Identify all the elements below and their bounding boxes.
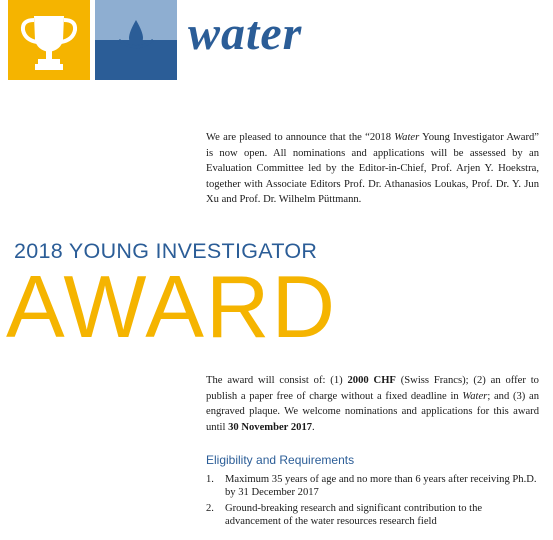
award-headline: AWARD [6,257,338,356]
intro-paragraph: We are pleased to announce that the “2018 Water Young Investigator Award” is now open. All nominations and applications will be assessed by an Evaluation Committee led by the Editor-in-Chief, Prof. Arjen Y. Hoekstra, together with Associate Editors Prof. Dr. Athanasios Loukas, Prof. Dr. Y. Jun Xu and Prof. Dr. Wilhelm Püttmann. [206,132,539,206]
journal-name: Water [462,390,488,402]
award-kicker: 2018 YOUNG INVESTIGATOR [14,239,318,263]
list-item: 2. Ground-breaking research and significant contribution to the advancement of the water resources research field [206,503,483,527]
award-details-paragraph: The award will consist of: (1) 2000 CHF (Swiss Francs); (2) an offer to publish a paper free of charge without a fixed deadline in Water; and (3) an engraved plaque. We welcome nominations and applications for this award until 30 November 2017. [206,375,539,433]
water-drop-icon [95,0,177,80]
deadline-date: 30 November 2017 [228,421,313,433]
requirements-list [206,474,539,532]
award-amount: 2000 CHF [347,375,396,386]
journal-brand: water [188,7,303,60]
list-item: 1. Maximum 35 years of age and no more than 6 years after receiving Ph.D. by 31 December 2017 [206,474,537,498]
trophy-logo-tile [8,0,90,80]
eligibility-heading: Eligibility and Requirements [206,453,355,467]
water-logo-tile [95,0,177,80]
journal-name: Water [394,132,420,143]
trophy-icon [8,0,90,80]
